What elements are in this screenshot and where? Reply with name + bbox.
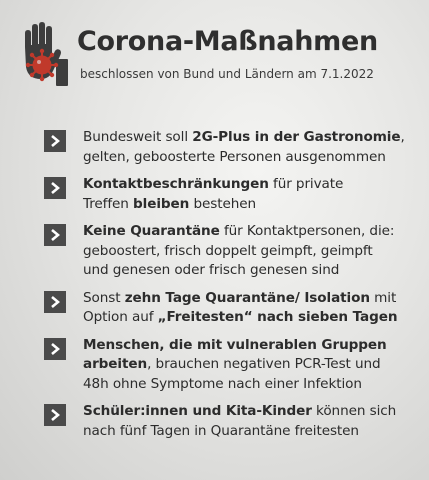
emphasis-text: zehn Tage Quarantäne/ Isolation <box>124 289 370 306</box>
body-text: Sonst <box>83 289 125 306</box>
chevron-right-icon <box>44 130 66 152</box>
list-item <box>44 222 429 281</box>
body-text: , gelten, geboosterte Personen ausgenommen <box>83 129 405 165</box>
hand-virus-icon <box>16 21 70 87</box>
body-text: für Kontaktpersonen, die: geboostert, frisch doppelt geimpft, geimpft und genesen oder frisch genesen sind <box>83 223 395 278</box>
chevron-right-icon <box>44 291 66 313</box>
emphasis-text: Schüler:innen und Kita-Kinder <box>83 403 312 419</box>
list-item-text <box>83 222 394 281</box>
emphasis-text: 2G-Plus in der Gastronomie <box>192 129 401 145</box>
list-item-text <box>83 128 405 167</box>
chevron-right-icon <box>44 224 66 246</box>
emphasis-text: Menschen, die mit vulnerablen Gruppen arbeiten <box>83 336 387 372</box>
page-title: Corona-Maßnahmen <box>77 26 378 57</box>
list-item-text <box>83 402 396 441</box>
body-text: Bundesweit soll <box>83 129 193 145</box>
emphasis-text: bleiben <box>133 195 190 212</box>
list-item <box>44 175 429 214</box>
list-item <box>44 289 429 328</box>
list-item <box>44 336 429 395</box>
body-text: für private Treffen <box>83 176 344 212</box>
list-item <box>44 402 429 441</box>
emphasis-text: Kontaktbeschränkungen <box>83 176 269 192</box>
list-item-text <box>83 289 397 328</box>
body-text: mit Option auf <box>83 289 397 325</box>
body-text: bestehen <box>189 195 257 212</box>
body-text: können sich nach fünf Tagen in Quarantäne freitesten <box>83 403 397 439</box>
virus-icon <box>26 49 58 81</box>
emphasis-text: „Freitesten“ nach sieben Tagen <box>157 309 398 325</box>
list-item-text <box>83 336 387 395</box>
list-item-text <box>83 175 343 214</box>
chevron-right-icon <box>44 177 66 199</box>
measures-list <box>44 128 429 449</box>
emphasis-text: Keine Quarantäne <box>83 223 220 239</box>
chevron-right-icon <box>44 338 66 360</box>
body-text: , brauchen negativen PCR-Test und 48h ohne Symptome nach einer Infektion <box>83 356 381 392</box>
chevron-right-icon <box>44 404 66 426</box>
list-item <box>44 128 429 167</box>
page-subtitle: beschlossen von Bund und Ländern am 7.1.2022 <box>80 67 374 81</box>
